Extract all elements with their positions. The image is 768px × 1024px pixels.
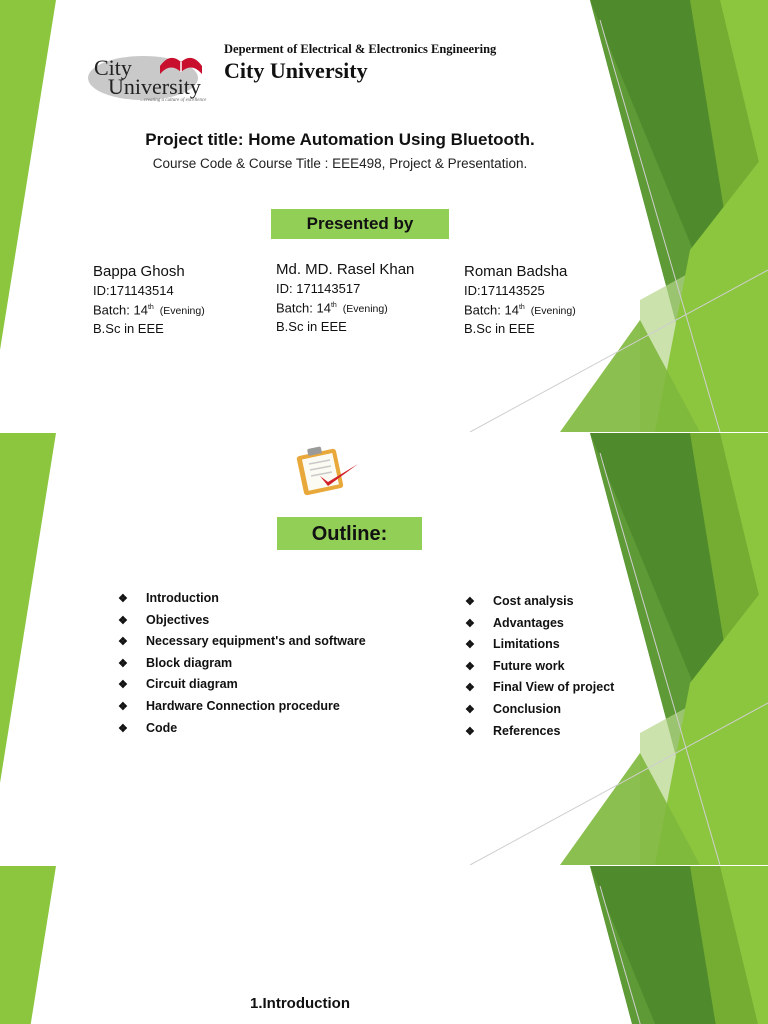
university-logo xyxy=(86,42,576,102)
presenter-batch: Batch: 14th (Evening) xyxy=(276,300,388,316)
list-item: ❖ Conclusion xyxy=(465,701,562,716)
logo-university-word: University xyxy=(108,74,201,99)
presenter-name: Roman Badsha xyxy=(464,263,568,280)
bullet-icon: ❖ xyxy=(465,596,475,608)
course-line: Course Code & Course Title : EEE498, Project & Presentation. xyxy=(152,156,528,171)
bullet-icon: ❖ xyxy=(465,725,475,738)
presenter-degree: B.Sc in EEE xyxy=(276,319,347,335)
presenter-id: ID:171143514 xyxy=(93,283,174,298)
bullet-icon: ❖ xyxy=(118,636,128,649)
book-icon xyxy=(156,48,206,82)
outline-list-right xyxy=(465,593,614,744)
presenter-card xyxy=(464,263,576,337)
list-item: ❖ Circuit diagram xyxy=(118,677,238,692)
department-name: Deperment of Electrical & Electronics Engineering xyxy=(224,42,497,56)
bullet-icon: ❖ xyxy=(118,722,128,735)
list-item: ❖ Introduction xyxy=(118,591,219,605)
list-item: ❖ Hardware Connection procedure xyxy=(118,698,340,713)
bullet-icon: ❖ xyxy=(118,679,128,692)
list-item: ❖ References xyxy=(465,723,561,738)
list-item: ❖ Future work xyxy=(465,658,565,673)
outline-list-left xyxy=(118,590,366,741)
list-item: ❖ Necessary equipment's and software xyxy=(118,634,366,649)
presenter-name: Md. MD. Rasel Khan xyxy=(276,261,415,278)
presenter-card xyxy=(276,261,414,335)
list-item: ❖ Objectives xyxy=(118,612,210,627)
presenter-batch: Batch: 14th (Evening) xyxy=(93,302,205,318)
city-university-emblem xyxy=(88,48,218,103)
green-decoration xyxy=(0,433,768,865)
list-item: ❖ Code xyxy=(118,720,178,735)
slide-introduction xyxy=(0,866,768,1024)
bullet-icon: ❖ xyxy=(118,657,128,670)
presenter-card xyxy=(93,263,205,337)
bullet-icon: ❖ xyxy=(118,593,128,605)
green-decoration xyxy=(0,866,768,1024)
presenter-degree: B.Sc in EEE xyxy=(464,321,535,337)
university-name: City University xyxy=(224,58,368,83)
bullet-icon: ❖ xyxy=(465,682,475,695)
bullet-icon: ❖ xyxy=(465,617,475,630)
presenter-degree: B.Sc in EEE xyxy=(93,321,164,337)
list-item: ❖ Advantages xyxy=(465,615,564,630)
bullet-icon: ❖ xyxy=(465,639,475,652)
logo-city-word: City xyxy=(94,55,132,80)
project-title: Project title: Home Automation Using Bluetooth. xyxy=(145,130,535,149)
bullet-icon: ❖ xyxy=(465,703,475,716)
list-item: ❖ Cost analysis xyxy=(465,594,574,608)
outline-heading: Outline: xyxy=(277,517,422,550)
slide-heading: 1.Introduction xyxy=(250,995,350,1012)
bullet-icon: ❖ xyxy=(465,660,475,673)
presenter-id: ID: 171143517 xyxy=(276,281,361,296)
list-item: ❖ Limitations xyxy=(465,637,560,652)
presented-by-label: Presented by xyxy=(271,209,449,239)
slide-title xyxy=(0,0,768,432)
slide-outline xyxy=(0,433,768,865)
logo-tagline: ...creating a culture of excellence xyxy=(140,98,207,103)
clipboard-check-icon xyxy=(292,444,376,496)
presenter-batch: Batch: 14th (Evening) xyxy=(464,302,576,318)
presenter-name: Bappa Ghosh xyxy=(93,263,185,280)
bullet-icon: ❖ xyxy=(118,700,128,713)
presenter-id: ID:171143525 xyxy=(464,283,545,298)
bullet-icon: ❖ xyxy=(118,614,128,627)
list-item: ❖ Block diagram xyxy=(118,655,233,670)
list-item: ❖ Final View of project xyxy=(465,680,615,695)
